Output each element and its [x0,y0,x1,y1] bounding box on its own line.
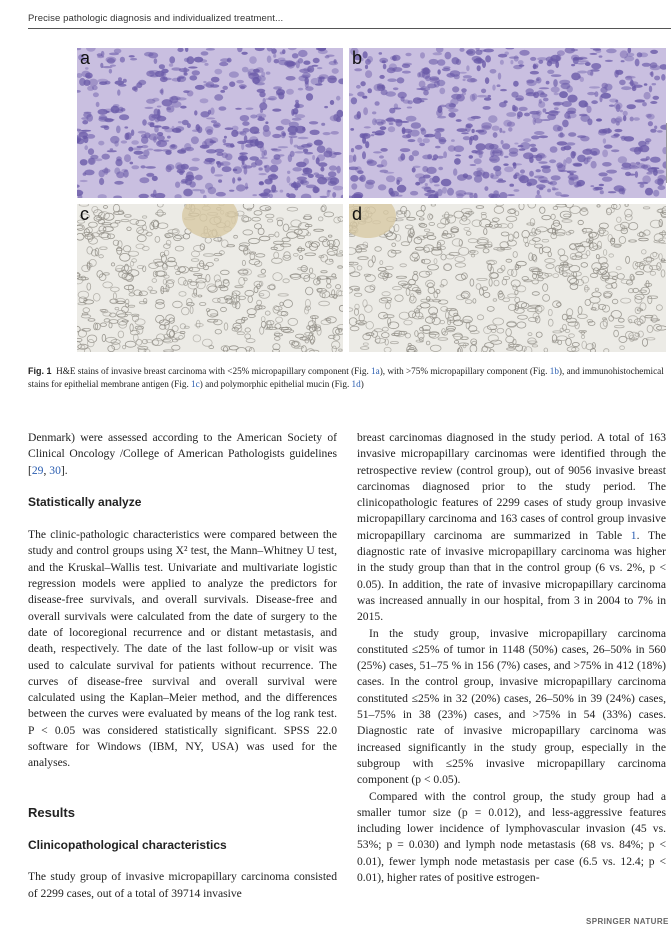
margin-mark [666,123,667,183]
right-column [357,430,666,886]
paragraph-study-group: The study group of invasive micropapillary carcinoma consisted of 2299 cases, out of a total of 39714 invasive [28,870,337,900]
caption-text-5: ) [360,379,364,389]
paragraph-text: Denmark) were assessed according to the American Society of Clinical Oncology /College of American Pathologists guidelines [ [28,431,337,477]
caption-text-2: ), with >75% micropapillary component (Fig. [379,366,550,376]
panel-label-a: a [80,48,91,68]
left-column [28,430,337,902]
heading-results: Results [28,804,75,820]
tissue-image [77,204,343,352]
figure-1 [77,48,666,352]
paragraph-component-rates: In the study group, invasive micropapillary carcinoma constituted ≤25% of tumor in 1148 (50%) cases, 26–50% in 560 (25%) cases, 51–75 % in 156 (7%) cases, and >75% in 412 (18%) cases. In the control group, invasive micropapillary carcinoma constituted ≤25% in 32 (20%) cases, 26–50% in 39 (24%) cases, 51–75% in 38 (23%) cases, and >75% in 54 (33%) cases. Diagnostic rate of invasive micropapillary carcinoma was increased significantly in the study group, especially in the subgroup with ≤25% invasive micropapillary carcinoma component (p < 0.05). [357,626,666,787]
citation-30[interactable]: 30 [49,463,61,477]
fig-ref-1d[interactable]: 1d [351,379,361,389]
paragraph-diagnostic-rate [357,430,666,626]
paragraph-guidelines [28,430,337,479]
fig-ref-1a[interactable]: 1a [371,366,380,376]
caption-label: Fig. 1 [28,366,52,376]
fig-ref-1b[interactable]: 1b [549,366,559,376]
paragraph-comparison: Compared with the control group, the study group had a smaller tumor size (p = 0.012), and less-aggressive features including lower incidence of lymphovascular invasion (45 vs. 53%; p = 0.030) and lymph node metastasis (68 vs. 84%; p < 0.01), fewer lymph node metastasis per case (6.5 vs. 12.4; p < 0.01), higher rates of positive estrogen- [357,789,666,885]
figure-panel-c [77,204,343,352]
figure-caption [28,365,668,391]
table-ref-1[interactable]: 1 [630,528,637,542]
caption-text-3: ), and immunohistochemical stains for epithelial membrane antigen (Fig. [28,366,664,389]
heading-clinicopathological: Clinicopathological characteristics [28,837,227,852]
citation-separator: , [43,463,50,477]
citation-29[interactable]: 29 [31,463,44,477]
paragraph-text-end: . The diagnostic rate of invasive micropapillary carcinoma was higher in the study group than that in the control group (6 vs. 2%, p < 0.05). In addition, the rate of invasive micropapillary carcinoma was increased annually in our hospital, from 3 in 2004 to 7% in 2015. [357,528,666,624]
panel-label-b: b [352,48,363,68]
paragraph-text-end: ]. [60,463,68,477]
header-rule [28,28,671,29]
tissue-image [349,204,666,352]
figure-panel-d [349,204,666,352]
panel-label-c: c [80,204,89,224]
running-title: Precise pathologic diagnosis and individualized treatment... [28,13,284,24]
fig-ref-1c[interactable]: 1c [191,379,200,389]
figure-panel-a [77,48,343,198]
caption-text-1: H&E stains of invasive breast carcinoma with <25% micropapillary component (Fig. [56,366,372,376]
paragraph-statistics: The clinic-pathologic characteristics were compared between the study and control groups using X² test, the Mann–Whitney U test, and the Kruskal–Wallis test. Univariate and multivariate logistic regression models were applied to analyze the predictors for disease-free survivals, and overall survivals. Disease-free and overall survivals were calculated from the date of surgery to the date of locoregional recurrence and or distant metastasis, and death, respectively. The date of the last follow-up or visit was used to calculate survival for patients without recurrence. The curves of disease-free survival and overall survival were calculated using the Kaplan–Meier method, and the differences between the curves were evaluated by means of the log rank test. P < 0.05 was considered statistically significant. SPSS 22.0 software for Windows (IBM, NY, USA) was used for the analyses. [28,528,337,770]
figure-panel-b [349,48,666,198]
publisher-logo: SPRINGER NATURE [586,917,669,926]
paragraph-text: breast carcinomas diagnosed in the study period. A total of 163 invasive micropapillary carcinomas were identified through the retrospective review (control group), out of 9056 invasive breast carcinomas diagnosed prior to the study period. The clinicopathologic features of 2299 cases of study group invasive micropapillary carcinoma and 163 cases of control group invasive micropapillary carcinoma are summarized in Table [357,431,666,542]
heading-statistics: Statistically analyze [28,494,142,509]
tissue-image [77,48,343,198]
panel-label-d: d [352,204,363,224]
tissue-image [349,48,666,198]
caption-text-4: ) and polymorphic epithelial mucin (Fig. [199,379,352,389]
